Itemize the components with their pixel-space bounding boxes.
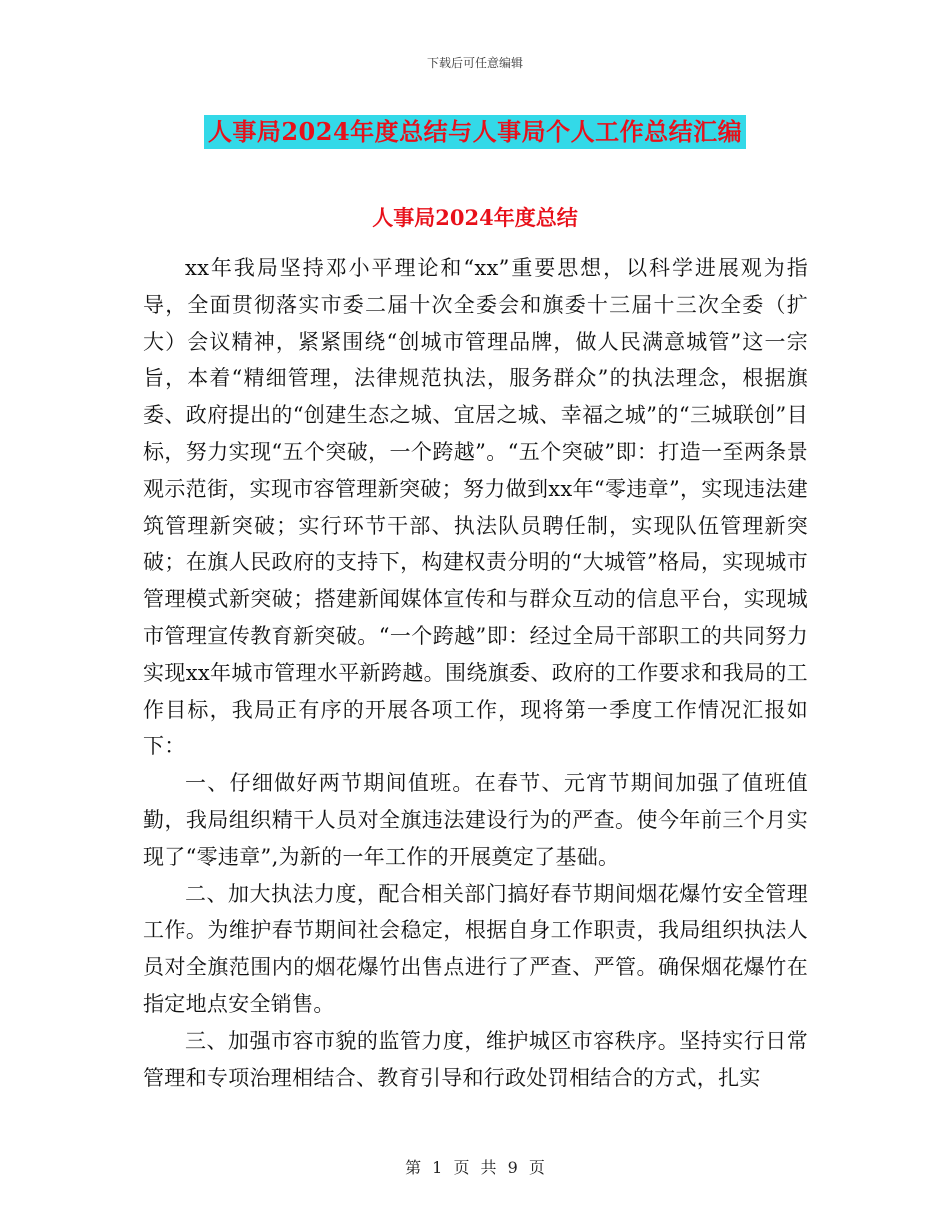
paragraph-1: xx年我局坚持邓小平理论和“xx”重要思想，以科学进展观为指导，全面贯彻落实市委二届十次全委会和旗委十三届十三次全委（扩大）会议精神，紧紧围绕“创城市管理品牌，做人民满意城管”这一宗旨，本着“精细管理，法律规范执法，服务群众”的执法理念，根据旗委、政府提出的“创建生态之城、宜居之城、幸福之城”的“三城联创”目标，努力实现“五个突破，一个跨越”。“五个突破”即：打造一至两条景观示范街，实现市容管理新突破；努力做到xx年“零违章”，实现违法建筑管理新突破；实行环节干部、执法队员聘任制，实现队伍管理新突破；在旗人民政府的支持下，构建权责分明的“大城管”格局，实现城市管理模式新突破；搭建新闻媒体宣传和与群众互动的信息平台，实现城市管理宣传教育新突破。“一个跨越”即：经过全局干部职工的共同努力实现xx年城市管理水平新跨越。围绕旗委、政府的工作要求和我局的工作目标，我局正有序的开展各项工作，现将第一季度工作情况汇报如下：: [143, 256, 808, 759]
paragraph-4: 三、加强市容市貌的监管力度，维护城区市容秩序。坚持实行日常管理和专项治理相结合、教育引导和行政处罚相结合的方式，扎实: [143, 1028, 808, 1090]
document-title: 人事局2024年度总结与人事局个人工作总结汇编: [204, 115, 746, 149]
header-note: 下载后可任意编辑: [426, 56, 523, 70]
document-body: [143, 250, 808, 1096]
paragraph-3: 二、加大执法力度，配合相关部门搞好春节期间烟花爆竹安全管理工作。为维护春节期间社会稳定，根据自身工作职责，我局组织执法人员对全旗范围内的烟花爆竹出售点进行了严查、严管。确保烟花爆竹在指定地点安全销售。: [143, 881, 808, 1016]
section-title: 人事局2024年度总结: [372, 205, 578, 230]
page-number-footer: 第 1 页 共 9 页: [405, 1158, 545, 1177]
document-title-container: [0, 115, 950, 149]
paragraph-2: 一、仔细做好两节期间值班。在春节、元宵节期间加强了值班值勤，我局组织精干人员对全旗违法建设行为的严查。使今年前三个月实现了“零违章”,为新的一年工作的开展奠定了基础。: [143, 771, 808, 869]
